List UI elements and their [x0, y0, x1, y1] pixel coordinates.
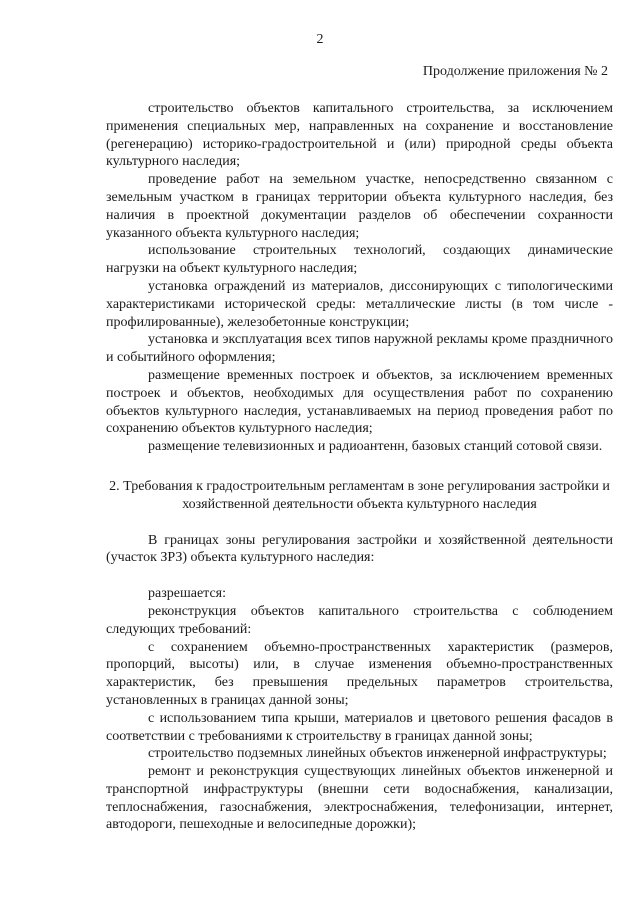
document-body [106, 100, 613, 834]
paragraph: с сохранением объемно-пространственных характеристик (размеров, пропорций, высоты) или, в случае изменения объемно-пространственных характеристик, без превышения предельных параметров строительства, установленных в границах данной зоны; [106, 639, 613, 708]
paragraph: размещение телевизионных и радиоантенн, базовых станций сотовой связи. [148, 439, 603, 455]
paragraph: размещение временных построек и объектов, за исключением временных построек и объектов, необходимых для осуществления работ по сохранению объектов культурного наследия, устанавливаемых на период проведения работ по сохранению объектов культурного наследия; [106, 367, 613, 437]
paragraph: реконструкция объектов капитального строительства с соблюдением следующих требований: [106, 603, 613, 637]
paragraph: разрешается: [148, 586, 226, 602]
section-heading: 2. Требования к градостроительным регламентам в зоне регулирования застройки и хозяйственной деятельности объекта культурного наследия [109, 478, 610, 512]
paragraph: использование строительных технологий, создающих динамические нагрузки на объект культурного наследия; [106, 243, 613, 277]
paragraph: проведение работ на земельном участке, непосредственно связанном с земельным участком в границах территории объекта культурного наследия, без наличия в проектной документации разделов об обеспечении сохранности указанного объекта культурного наследия; [106, 172, 613, 241]
page-number: 2 [316, 32, 324, 47]
paragraph: с использованием типа крыши, материалов и цветового решения фасадов в соответствии с требованиями к строительству в границах данной зоны; [106, 710, 613, 744]
paragraph: установка ограждений из материалов, диссонирующих с типологическими характеристиками исторической среды: металлические листы (в том числе - профилированные), железобетонные конструкции; [106, 278, 613, 330]
paragraph: строительство подземных линейных объектов инженерной инфраструктуры; [148, 746, 607, 762]
paragraph: установка и эксплуатация всех типов наружной рекламы кроме праздничного и событийного оформления; [106, 332, 613, 366]
paragraph: ремонт и реконструкция существующих линейных объектов инженерной и транспортной инфраструктуры (внешни сети водоснабжения, канализации, теплоснабжения, газоснабжения, электроснабжения, телефонизации, интернет, автодороги, пешеходные и велосипедные дорожки); [106, 764, 613, 833]
paragraph: строительство объектов капитального строительства, за исключением применения специальных мер, направленных на сохранение и восстановление (регенерацию) историко-градостроительной и (или) природной среды объекта культурного наследия; [106, 101, 613, 170]
appendix-continuation-label: Продолжение приложения № 2 [422, 64, 608, 79]
zone-intro-paragraph: В границах зоны регулирования застройки и хозяйственной деятельности (участок ЗРЗ) объекта культурного наследия: [106, 532, 613, 566]
